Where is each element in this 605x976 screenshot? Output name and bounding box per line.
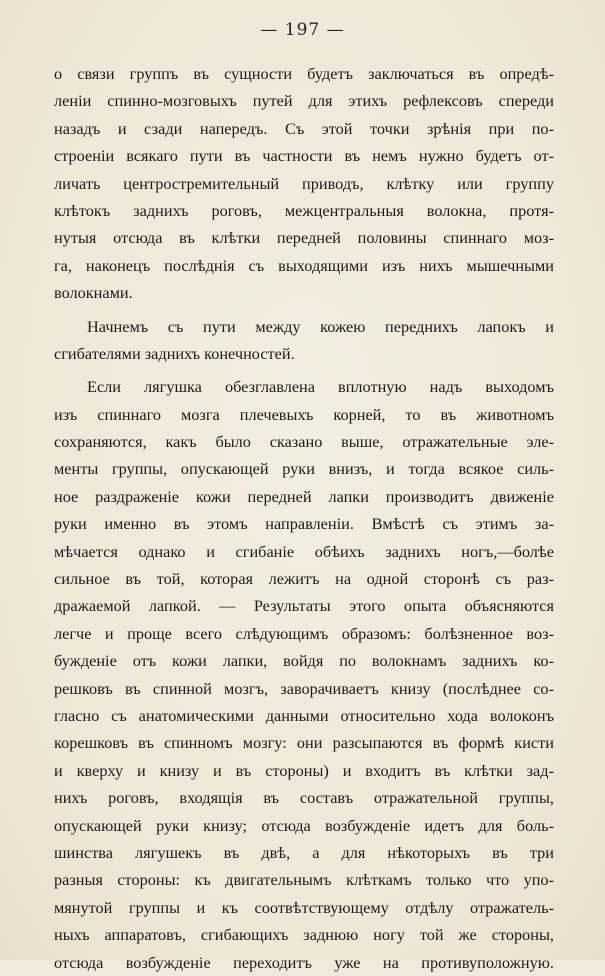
text-line: ныхъ аппаратовъ, сгибающихъ заднюю ногу той же стороны, <box>54 925 554 945</box>
paragraph-1 <box>54 60 554 307</box>
text-line: изъ спиннаго мозга плечевыхъ корней, то въ животномъ <box>54 404 554 424</box>
text-line: назадъ и сзади напередъ. Съ этой точки зрѣнія при по- <box>54 118 554 138</box>
page-number: — 197 — <box>260 20 345 40</box>
text-line: сгибателями заднихъ конечностей. <box>54 343 295 363</box>
text-line: и кверху и книзу и въ стороны) и входитъ въ клѣтки зад- <box>54 760 554 780</box>
text-line: леніи спинно-мозговыхъ путей для этихъ рефлексовъ спереди <box>54 91 554 111</box>
text-line: га, наконецъ послѣднія съ выходящими изъ нихъ мышечными <box>54 255 554 275</box>
text-line: нутыя отсюда въ клѣтки передней половины спиннаго моз- <box>54 228 554 248</box>
text-line: мѣчается однако и сгибаніе обѣихъ заднихъ ногъ,—болѣе <box>54 541 554 561</box>
text-line: нихъ роговъ, входящія въ составъ отражательной группы, <box>54 788 554 808</box>
text-line: ное раздраженіе кожи передней лапки производитъ движеніе <box>54 486 554 506</box>
text-line: разныя стороны: къ двигательнымъ клѣткамъ только что упо- <box>54 870 554 890</box>
text-line: гласно съ анатомическими данными относительно хода волоконъ <box>54 705 554 725</box>
text-line: решковъ въ спинной мозгъ, заворачиваетъ книзу (послѣднее со- <box>54 678 554 698</box>
text-line: строеніи всякаго пути въ частности въ немъ нужно будетъ от- <box>54 146 554 166</box>
text-line: волокнами. <box>54 283 133 303</box>
text-line: личать центростремительный приводъ, клѣтку или группу <box>54 173 554 193</box>
paragraph-2 <box>54 313 554 368</box>
text-line: шинства лягушекъ въ двѣ, а для нѣкоторыхъ въ три <box>54 842 554 862</box>
text-line: опускающей руки книзу; отсюда возбужденіе идетъ для боль- <box>54 815 554 835</box>
text-line: сильное въ той, которая лежитъ на одной сторонѣ съ раз- <box>54 569 554 589</box>
text-line: о связи группъ въ сущности будетъ заключаться въ опредѣ- <box>54 64 554 83</box>
text-line: менты группы, опускающей руки внизъ, и тогда всякое силь- <box>54 459 554 479</box>
text-line: руки именно въ этомъ направленіи. Вмѣстѣ съ этимъ за- <box>54 514 554 534</box>
text-line: мянутой группы и къ соотвѣтствующему отдѣлу отражатель- <box>54 897 554 917</box>
text-line: клѣтокъ заднихъ роговъ, межцентральныя волокна, протя- <box>54 200 554 220</box>
paragraph-3 <box>54 373 554 976</box>
text-line: дражаемой лапкой. — Результаты этого опыта объясняются <box>54 596 554 616</box>
text-line: бужденіе отъ кожи лапки, войдя по волокнамъ заднихъ ко- <box>54 651 554 671</box>
text-line: Если лягушка обезглавлена вплотную надъ выходомъ <box>87 377 554 397</box>
text-line: легче и проще всего слѣдующимъ образомъ: болѣзненное воз- <box>54 623 554 643</box>
text-line: сохраняются, какъ было сказано выше, отражательные эле- <box>54 432 554 452</box>
text-line: Начнемъ съ пути между кожею переднихъ лапокъ и <box>87 316 554 336</box>
text-line: отсюда возбужденіе переходитъ уже на противуположную. <box>54 952 554 972</box>
text-line: корешковъ въ спинномъ мозгу: они разсыпаются въ формѣ кисти <box>54 733 554 753</box>
body-text <box>54 60 554 976</box>
